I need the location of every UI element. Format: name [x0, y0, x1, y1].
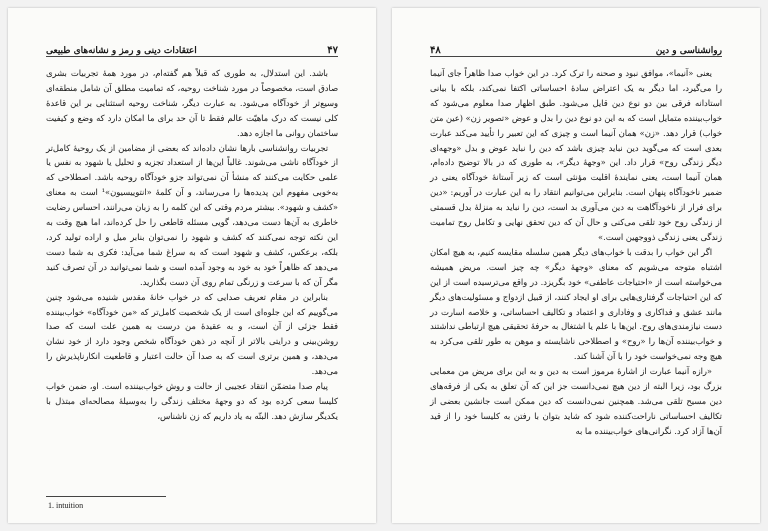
footnote-divider [46, 496, 166, 497]
paragraph: تجربیات روانشناسی بارها نشان داده‌اند که بعضی از مضامین از یک روحیهٔ کامل‌تر از خودآگاه ناشی می‌شوند. غالباً این‌ها از استعداد تجزیه و تحلیل یا شهود به نفس یا علمی حکایت می‌کنند که منشأ آن نمی‌تواند جزو خودآگاه روحیه باشد. اصطلاحی که به‌خوبی مفهوم این پدیده‌ها را می‌رساند، و آن کلمهٔ «انتوییسیون»¹ است به معنای «کشف و شهود». بیشتر مردم وقتی که این کلمه را به زبان می‌رانند، احساس رضایت خاطری به آن‌ها دست می‌دهد، گویی مسئله قاطعی را حل کرده‌اند، اما هیچ وقت به این نکته توجه نمی‌کنند که کشف و شهود را نمی‌توان بنابر میل و اراده تولید کرد، بلکه، برعکس، کشف و شهود است که به سراغ شما می‌آید: فکری به شما دست می‌دهد که ظاهراً خود به خود به وجود آمده است و شما نمی‌توانید در آن تصرف کنید مگر آن که با سرعت و زرنگی تمام روی آن دست بگذارید. [46, 142, 339, 287]
left-page-header [46, 38, 338, 57]
footnote: 1. intuition [48, 501, 84, 510]
right-page-header-title: روانشناسی و دین [655, 46, 722, 56]
right-page [392, 8, 760, 523]
paragraph: یعنی «آنیما»، موافق نبود و صحنه را ترک کرد. در این خواب صدا ظاهراً جای آنیما را می‌گیرد، اما دیگر به یک اعتراض سادهٔ احساساتی اکتفا نمی‌کند، بلکه با بیانی استادانه فرقی بین دو نوع دین قایل می‌شود. طبق اظهار صدا معلوم می‌شود که خواب‌بیننده متمایل است که به این دو نوع دین را بدل و عوض «تصویر زن» (عین متن خواب) قرار دهد. «زن» همان آنیما است و چیزی که این تعبیر را تأیید می‌کند عبارت بعدی است که می‌گوید دین نباید چیزی باشد که دین را نباید عوض و بدل «وجهه‌ای دیگر زندگی روح» قرار داد. این «وجههٔ دیگر»، به طوری که در بالا توضیح داده‌ام، همان آنیما است، یعنی نمایندهٔ اقلیت مؤنثی است که زیر آستانهٔ خودآگاه یعنی در ضمیر ناخودآگاه پنهان است. بنابراین می‌توانیم انتقاد را به این عبارت در آوریم: «دین برای فرار از ناخودآگاهت به دین می‌آوری بد است، دین را نباید به منزلهٔ بدل قسمتی از زندگی روح خود تلقی می‌کنی و حال آن که دین تحقق نهایی و تکامل روح تمامیت زندگی یعنی زندگی ذووجهین است.» [430, 68, 722, 242]
paragraph: باشد. این استدلال، به طوری که قبلاً هم گفته‌ام، در مورد همهٔ تجربیات بشری صادق است، مخصوصاً در مورد شناخت روحیه، که تمامیت مطلق آن شامل منطقه‌ای وسیع‌تر از خودآگاه می‌شود. به عبارت دیگر، شناخت روحیه استثنایی بر این قاعدهٔ کلی نیست که درک ماهیّت عالم فقط تا آن حد برای ما امکان دارد که وضع و کیفیت ساختمان روانی ما اجازه دهد. [46, 68, 338, 138]
right-page-header [430, 38, 722, 57]
left-page-header-title: اعتقادات دینی و رمز و نشانه‌های طبیعی [46, 46, 197, 56]
paragraph: «رازه آنیما عبارت از اشارهٔ مرموز است به دین و به این برای مریض من معمایی بزرگ بود، زیرا البته از دین هیچ نمی‌دانست جز این که آن تعلق به یکی از فرقه‌های دین مسیح تلقی می‌شد. همچنین نمی‌دانست که دین ممکن است جانشین بعضی از تکالیف احساساتی ناراحت‌کننده شود که شاید بتوان با رفتن به کلیسا خود را از قید آن‌ها آزاد کرد. نگرانی‌های خواب‌بیننده ما به [430, 366, 722, 436]
paragraph: پیام صدا متضمّن انتقاد عجیبی از حالت و روش خواب‌بیننده است. او، ضمن خواب کلیسا سعی کرده بود که دو وجههٔ مختلف زندگی را به‌وسیلهٔ مصالحه‌ای مبتذل با یکدیگر سازش دهد. البتّه به یاد داریم که زن ناشناس، [46, 381, 338, 421]
left-page-number: ۴۷ [327, 45, 338, 56]
left-page-body [46, 66, 338, 424]
paragraph: بنابراین در مقام تعریف صدایی که در خواب خانهٔ مقدس شنیده می‌شود چنین می‌گوییم که این جلوه‌ای است از یک شخصیت کامل‌تر که «من خودآگاه» خواب‌بیننده فقط جزئی از آن است، و به عقیدهٔ من درست به همین علت است که صدا روشن‌بینی و درایتی بالاتر از آنچه در ذهن خودآگاه شخص وجود دارد از خود نشان می‌دهد، و همین برتری است که به صدا آن حالت اعتبار و قاطعیت انکارناپذیرش را می‌دهد. [46, 291, 338, 377]
right-page-body [430, 66, 722, 439]
paragraph: اگر این خواب را بدقت با خواب‌های دیگر همین سلسله مقایسه کنیم، به هیچ امکان اشتباه متوجه می‌شویم که معنای «وجههٔ دیگر» چه چیز است. مریض همیشه می‌خواسته است از «احتیاجات عاطفی» خود بگریزد. در واقع می‌ترسیده است از این که این احتیاجات گرفتاری‌هایی برای او ایجاد کنند، از قبیل ازدواج و مسئولیت‌های دیگر مانند عشق و فداکاری و وفاداری و اعتماد و تکالیف احساساتی، و خلاصه اسارت در دست نیازمندی‌های روح. این‌ها با علم یا اشتغال به حرفهٔ تحقیقی هیچ ارتباطی نداشتند و خواب‌بیننده آن‌ها را «روح» و اصطلاحی ناشایسته و موهن به طور تلقی می‌کرد به هیچ وجه نمی‌خواست خود را با آن آشنا کند. [430, 246, 722, 362]
right-page-number: ۴۸ [430, 45, 441, 56]
left-page [8, 8, 376, 523]
